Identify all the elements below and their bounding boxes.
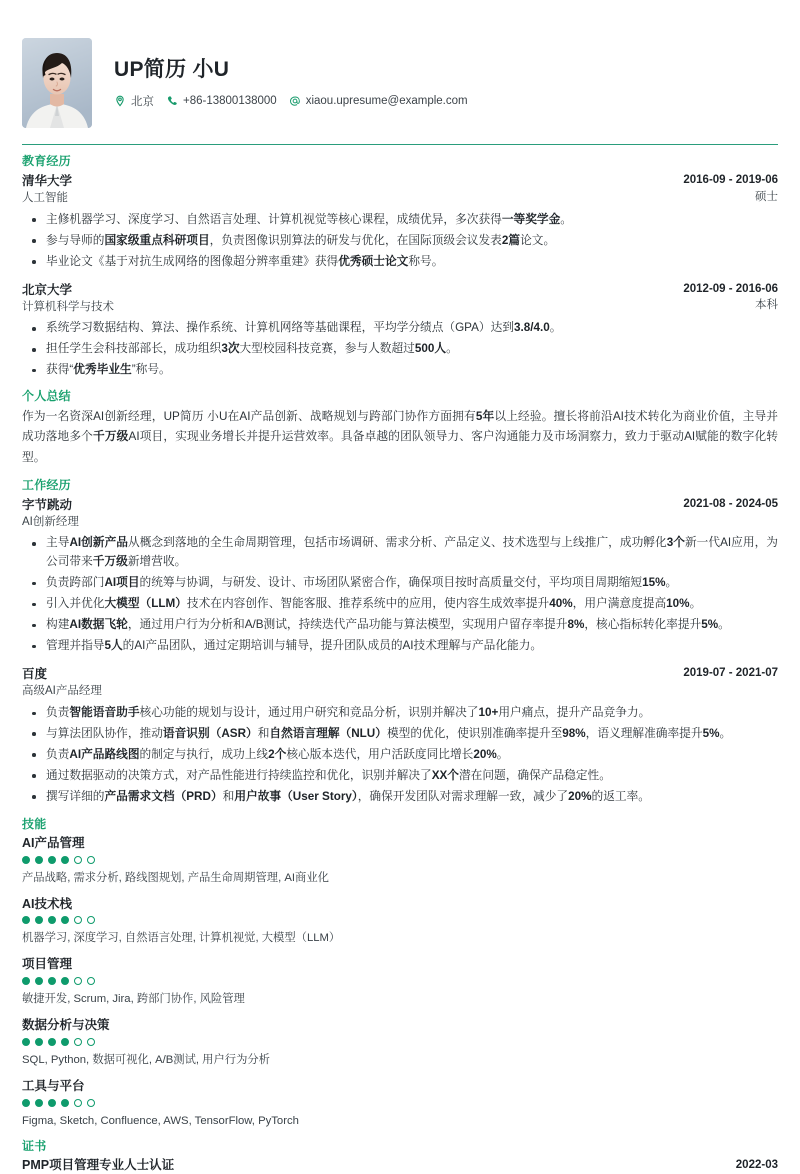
skill-keywords: 产品战略, 需求分析, 路线图规划, 产品生命周期管理, AI商业化	[22, 871, 329, 884]
skill-dot-filled	[35, 916, 43, 924]
list-item: 撰写详细的产品需求文档（PRD）和用户故事（User Story），确保开发团队对需求理解一致，减少了20%的返工率。	[22, 788, 778, 807]
skill-dot-filled	[35, 1038, 43, 1046]
skill-keywords: 敏捷开发, Scrum, Jira, 跨部门协作, 风险管理	[22, 993, 245, 1006]
certificate-entry	[22, 1157, 778, 1174]
job-title: AI创新经理	[22, 515, 79, 528]
section-title-certificates: 证书	[22, 1138, 47, 1153]
list-item: 引入并优化大模型（LLM）技术在内容创作、智能客服、推荐系统中的应用，使内容生成效率提升40%，用户满意度提高10%。	[22, 595, 778, 614]
skill-dot-filled	[48, 977, 56, 985]
list-item: 负责跨部门AI项目的统筹与协调，与研发、设计、市场团队紧密合作，确保项目按时高质量交付，平均项目周期缩短15%。	[22, 574, 778, 593]
skill-name: AI技术栈	[22, 896, 73, 911]
skill-dot-filled	[61, 977, 69, 985]
work-entry	[22, 496, 778, 657]
skill-dot-filled	[61, 1038, 69, 1046]
list-item: 负责智能语音助手核心功能的规划与设计，通过用户研究和竞品分析，识别并解决了10+用户痛点，提升产品竞争力。	[22, 704, 778, 723]
header-text	[114, 57, 778, 109]
skill-dot-filled	[22, 1099, 30, 1107]
skill-level-dots	[22, 1099, 778, 1107]
skill-dot-filled	[61, 1099, 69, 1107]
section-education	[22, 154, 778, 380]
skill-keywords: SQL, Python, 数据可视化, A/B测试, 用户行为分析	[22, 1054, 270, 1067]
list-item: 管理并指导5人的AI产品团队，通过定期培训与辅导，提升团队成员的AI技术理解与产品化能力。	[22, 637, 778, 656]
work-entry-head	[22, 496, 778, 531]
education-dates: 2012-09 - 2016-06	[683, 282, 778, 295]
section-title-skills: 技能	[22, 816, 47, 831]
skill-level-dots	[22, 916, 778, 924]
skill-dot-empty	[87, 916, 95, 924]
work-entry-head	[22, 665, 778, 700]
work-dates: 2021-08 - 2024-05	[683, 497, 778, 510]
company-name: 百度	[22, 667, 48, 682]
skill-keywords: 机器学习, 深度学习, 自然语言处理, 计算机视觉, 大模型（LLM）	[22, 932, 341, 945]
skill-dot-filled	[61, 856, 69, 864]
skill-dot-filled	[35, 977, 43, 985]
skill-item	[22, 956, 778, 1008]
list-item: 担任学生会科技部部长，成功组织3次大型校园科技竞赛，参与人数超过500人。	[22, 340, 778, 359]
work-entry	[22, 665, 778, 807]
phone-icon	[166, 95, 178, 107]
work-bullets	[22, 704, 778, 807]
skill-name: AI产品管理	[22, 835, 85, 850]
skill-dot-filled	[48, 856, 56, 864]
skill-item	[22, 835, 778, 887]
section-title-work: 工作经历	[22, 477, 71, 492]
list-item: 参与导师的国家级重点科研项目，负责图像识别算法的研发与优化，在国际顶级会议发表2篇论文。	[22, 232, 778, 251]
skill-dot-empty	[74, 977, 82, 985]
contact-location-text: 北京	[131, 96, 154, 109]
skill-dot-filled	[35, 856, 43, 864]
contact-email-text: xiaou.upresume@example.com	[305, 95, 468, 108]
skill-dot-filled	[48, 916, 56, 924]
education-entry-head	[22, 172, 778, 207]
skill-dot-empty	[74, 1038, 82, 1046]
education-entry	[22, 281, 778, 381]
section-certificates	[22, 1139, 778, 1174]
skill-dot-empty	[87, 977, 95, 985]
list-item: 与算法团队协作，推动语音识别（ASR）和自然语言理解（NLU）模型的优化，使识别准确率提升至98%，语义理解准确率提升5%。	[22, 725, 778, 744]
education-degree: 本科	[755, 299, 778, 312]
skill-dot-empty	[87, 1099, 95, 1107]
skill-dot-empty	[74, 1099, 82, 1107]
school-name: 清华大学	[22, 174, 73, 188]
contact-phone-text: +86-13800138000	[183, 95, 277, 108]
skill-dot-filled	[22, 977, 30, 985]
list-item: 主修机器学习、深度学习、自然语言处理、计算机视觉等核心课程，成绩优异，多次获得一等奖学金。	[22, 211, 778, 230]
section-title-education: 教育经历	[22, 154, 71, 168]
list-item: 通过数据驱动的决策方式，对产品性能进行持续监控和优化，识别并解决了XX个潜在问题，确保产品稳定性。	[22, 767, 778, 786]
education-dates: 2016-09 - 2019-06	[683, 174, 778, 186]
job-title: 高级AI产品经理	[22, 685, 102, 698]
contact-location	[114, 93, 154, 109]
email-at-icon	[289, 95, 301, 107]
certificate-date: 2022-03	[735, 1158, 778, 1171]
skills-list	[22, 835, 778, 1130]
skill-dot-empty	[87, 856, 95, 864]
contact-phone	[166, 95, 277, 107]
resume-header	[22, 38, 778, 144]
skill-dot-filled	[22, 916, 30, 924]
skill-dot-empty	[87, 1038, 95, 1046]
school-name: 北京大学	[22, 282, 73, 297]
list-item: 构建AI数据飞轮，通过用户行为分析和A/B测试，持续迭代产品功能与算法模型，实现用户留存率提升8%，核心指标转化率提升5%。	[22, 616, 778, 635]
education-degree: 硕士	[755, 190, 778, 203]
skill-item	[22, 1078, 778, 1130]
page-title: UP简历 小U	[114, 57, 230, 81]
list-item: 主导AI创新产品从概念到落地的全生命周期管理，包括市场调研、需求分析、产品定义、技术选型与上线推广，成功孵化3个新一代AI应用，为公司带来千万级新增营收。	[22, 534, 778, 572]
education-entry	[22, 172, 778, 272]
summary-text: 作为一名资深AI创新经理，UP简历 小U在AI产品创新、战略规划与跨部门协作方面拥有5年以上经验。擅长将前沿AI技术转化为商业价值，主导并成功落地多个千万级AI项目，实现业务增长并提升运营效率。具备卓越的团队领导力、客户沟通能力及市场洞察力，致力于驱动AI赋能的数字化转型。	[22, 410, 778, 464]
skill-name: 数据分析与决策	[22, 1018, 110, 1033]
skill-dot-filled	[48, 1099, 56, 1107]
header-divider	[22, 144, 778, 145]
skill-level-dots	[22, 977, 778, 985]
list-item: 负责AI产品路线图的制定与执行，成功上线2个核心版本迭代，用户活跃度同比增长20%。	[22, 746, 778, 765]
skill-dot-filled	[48, 1038, 56, 1046]
skill-item	[22, 896, 778, 948]
school-major: 计算机科学与技术	[22, 300, 114, 313]
section-skills	[22, 817, 778, 1130]
education-bullets	[22, 319, 778, 380]
skill-item	[22, 1017, 778, 1069]
certificate-name: PMP项目管理专业人士认证	[22, 1157, 175, 1172]
skill-dot-empty	[74, 856, 82, 864]
education-entry-head	[22, 281, 778, 316]
skill-name: 工具与平台	[22, 1079, 85, 1094]
contact-email	[289, 95, 468, 107]
list-item: 获得“优秀毕业生”称号。	[22, 361, 778, 380]
section-title-summary: 个人总结	[22, 389, 71, 404]
section-summary	[22, 389, 778, 467]
list-item: 系统学习数据结构、算法、操作系统、计算机网络等基础课程，平均学分绩点（GPA）达到3.8/4.0。	[22, 319, 778, 338]
contact-list	[114, 93, 778, 109]
company-name: 字节跳动	[22, 497, 73, 512]
work-bullets	[22, 534, 778, 656]
skill-level-dots	[22, 1038, 778, 1046]
list-item: 毕业论文《基于对抗生成网络的图像超分辨率重建》获得优秀硕士论文称号。	[22, 253, 778, 272]
section-work	[22, 478, 778, 807]
skill-dot-filled	[35, 1099, 43, 1107]
skill-level-dots	[22, 856, 778, 864]
skill-name: 项目管理	[22, 957, 73, 972]
skill-dot-filled	[61, 916, 69, 924]
education-bullets	[22, 211, 778, 272]
skill-keywords: Figma, Sketch, Confluence, AWS, TensorFlow, PyTorch	[22, 1114, 299, 1127]
skill-dot-filled	[22, 1038, 30, 1046]
avatar	[22, 38, 92, 128]
location-pin-icon	[114, 95, 126, 107]
skill-dot-empty	[74, 916, 82, 924]
school-major: 人工智能	[22, 192, 68, 205]
work-dates: 2019-07 - 2021-07	[683, 667, 778, 680]
skill-dot-filled	[22, 856, 30, 864]
